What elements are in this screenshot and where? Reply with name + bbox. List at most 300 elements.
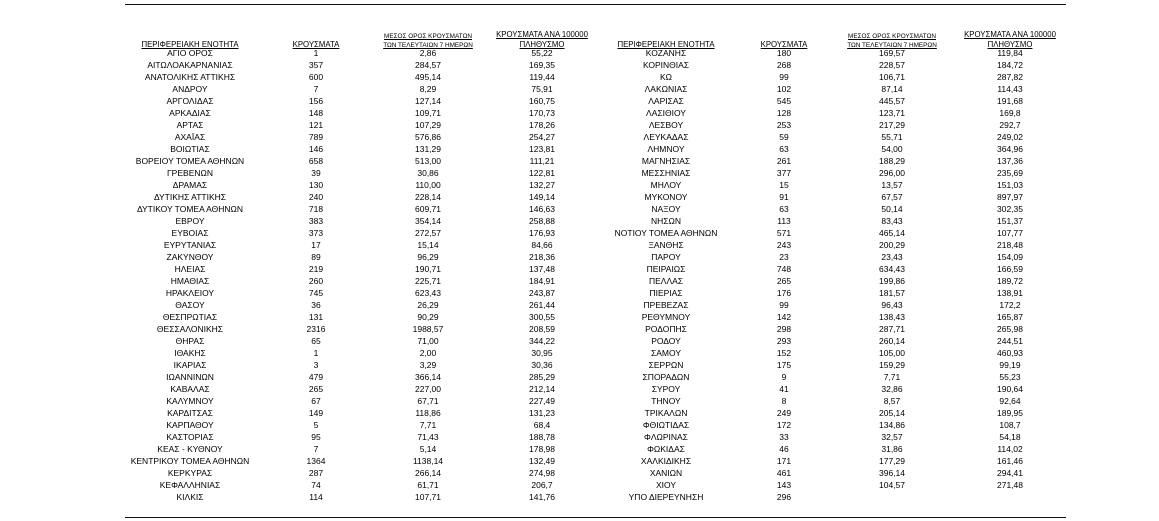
region-name: ΘΗΡΑΣ xyxy=(175,336,205,346)
cases-value: 718 xyxy=(308,204,324,214)
cases-value: 33 xyxy=(779,432,789,442)
region-name: ΠΕΛΛΑΣ xyxy=(648,276,684,286)
per-100k-value: 249,02 xyxy=(997,132,1023,142)
left-header-cases: ΚΡΟΥΣΜΑΤΑ xyxy=(292,40,340,49)
per-100k-value: 169,8 xyxy=(999,108,1021,118)
cases-value: 17 xyxy=(311,240,321,250)
cases-value: 113 xyxy=(777,216,791,226)
table-row xyxy=(0,347,1159,359)
per-100k-value: 189,72 xyxy=(997,276,1023,286)
region-name: ΗΡΑΚΛΕΙΟΥ xyxy=(165,288,215,298)
region-name: ΕΒΡΟΥ xyxy=(175,216,205,226)
avg-7-days-value: 2,00 xyxy=(419,348,437,358)
region-name: ΚΙΛΚΙΣ xyxy=(176,492,204,502)
bottom-border-line xyxy=(125,517,1066,518)
avg-7-days-value: 30,86 xyxy=(417,168,439,178)
avg-7-days-value: 205,14 xyxy=(879,408,905,418)
per-100k-value: 151,03 xyxy=(997,180,1023,190)
cases-value: 142 xyxy=(776,312,792,322)
region-name: ΜΗΛΟΥ xyxy=(650,180,682,190)
region-name: ΛΑΡΙΣΑΣ xyxy=(648,96,684,106)
per-100k-value: 99,19 xyxy=(999,360,1021,370)
left-header-region: ΠΕΡΙΦΕΡΕΙΑΚΗ ΕΝΟΤΗΤΑ xyxy=(141,40,239,49)
cases-value: 171 xyxy=(776,456,792,466)
cases-value: 2316 xyxy=(306,324,326,334)
cases-value: 130 xyxy=(308,180,324,190)
per-100k-value: 141,76 xyxy=(529,492,555,502)
cases-value: 149 xyxy=(308,408,324,418)
per-100k-value: 294,41 xyxy=(997,468,1023,478)
cases-value: 143 xyxy=(776,480,792,490)
per-100k-value: 119,44 xyxy=(529,72,555,82)
region-name: ΜΥΚΟΝΟΥ xyxy=(644,192,688,202)
region-name: ΚΑΣΤΟΡΙΑΣ xyxy=(166,432,214,442)
table-row xyxy=(0,275,1159,287)
per-100k-value: 111,21 xyxy=(529,156,555,166)
region-name: ΡΟΔΟΠΗΣ xyxy=(645,324,687,334)
table-row xyxy=(0,467,1159,479)
avg-7-days-value: 15,14 xyxy=(417,240,439,250)
per-100k-value: 160,75 xyxy=(529,96,555,106)
region-name: ΦΘΙΩΤΙΔΑΣ xyxy=(642,420,690,430)
cases-value: 5 xyxy=(313,420,319,430)
per-100k-value: 108,7 xyxy=(999,420,1021,430)
per-100k-value: 178,26 xyxy=(529,120,555,130)
table-row xyxy=(0,371,1159,383)
per-100k-value: 170,73 xyxy=(529,108,555,118)
avg-7-days-value: 159,29 xyxy=(879,360,905,370)
per-100k-value: 172,2 xyxy=(999,300,1021,310)
per-100k-value: 151,37 xyxy=(997,216,1023,226)
region-name: ΘΑΣΟΥ xyxy=(175,300,205,310)
region-name: ΝΗΣΩΝ xyxy=(650,216,682,226)
cases-value: 156 xyxy=(308,96,324,106)
cases-value: 1 xyxy=(313,48,319,58)
region-name: ΛΕΣΒΟΥ xyxy=(648,120,684,130)
per-100k-value: 178,98 xyxy=(529,444,555,454)
avg-7-days-value: 26,29 xyxy=(417,300,439,310)
cases-value: 46 xyxy=(779,444,789,454)
avg-7-days-value: 110,00 xyxy=(415,180,441,190)
per-100k-value: 169,35 xyxy=(529,60,555,70)
table-row xyxy=(0,359,1159,371)
right-table-body xyxy=(0,47,1159,503)
per-100k-value: 218,36 xyxy=(529,252,555,262)
region-name: ΠΙΕΡΙΑΣ xyxy=(649,288,683,298)
per-100k-value: 206,7 xyxy=(531,480,553,490)
cases-value: 41 xyxy=(779,384,789,394)
avg-7-days-value: 3,29 xyxy=(419,360,437,370)
region-name: ΔΥΤΙΚΗΣ ΑΤΤΙΚΗΣ xyxy=(153,192,227,202)
table-row xyxy=(0,215,1159,227)
avg-7-days-value: 8,29 xyxy=(419,84,437,94)
cases-value: 146 xyxy=(308,144,324,154)
per-100k-value: 166,59 xyxy=(997,264,1023,274)
avg-7-days-value: 266,14 xyxy=(415,468,441,478)
cases-value: 128 xyxy=(776,108,792,118)
per-100k-value: 75,91 xyxy=(531,84,553,94)
avg-7-days-value: 272,57 xyxy=(415,228,441,238)
avg-7-days-value: 513,00 xyxy=(415,156,441,166)
avg-7-days-value: 32,57 xyxy=(881,432,903,442)
region-name: ΝΑΞΟΥ xyxy=(651,204,681,214)
table-row xyxy=(0,323,1159,335)
region-name: ΜΑΓΝΗΣΙΑΣ xyxy=(641,156,691,166)
cases-value: 1364 xyxy=(306,456,326,466)
per-100k-value: 122,81 xyxy=(529,168,555,178)
region-name: ΚΕΑΣ - ΚΥΘΝΟΥ xyxy=(157,444,223,454)
region-name: ΒΟΙΩΤΙΑΣ xyxy=(170,144,210,154)
per-100k-value: 176,93 xyxy=(529,228,555,238)
per-100k-value: 68,4 xyxy=(533,420,551,430)
avg-7-days-value: 123,71 xyxy=(879,108,905,118)
avg-7-days-value: 118,86 xyxy=(415,408,441,418)
cases-value: 296 xyxy=(776,492,792,502)
per-100k-value: 138,91 xyxy=(997,288,1023,298)
table-row xyxy=(0,47,1159,59)
avg-7-days-value: 200,29 xyxy=(879,240,905,250)
cases-value: 175 xyxy=(776,360,792,370)
avg-7-days-value: 107,29 xyxy=(415,120,441,130)
per-100k-value: 137,48 xyxy=(529,264,555,274)
avg-7-days-value: 83,43 xyxy=(881,216,903,226)
right-header-avg-7-days: ΜΕΣΟΣ ΟΡΟΣ ΚΡΟΥΣΜΑΤΩΝ ΤΩΝ ΤΕΛΕΥΤΑΙΩΝ 7 ΗΜΕΡΩΝ xyxy=(847,33,937,49)
region-name: ΑΡΓΟΛΙΔΑΣ xyxy=(166,96,214,106)
table-row xyxy=(0,179,1159,191)
cases-value: 9 xyxy=(781,372,787,382)
table-row xyxy=(0,299,1159,311)
region-name: ΔΥΤΙΚΟΥ ΤΟΜΕΑ ΑΘΗΝΩΝ xyxy=(136,204,244,214)
per-100k-value: 235,69 xyxy=(997,168,1023,178)
per-100k-value: 212,14 xyxy=(529,384,555,394)
cases-value: 268 xyxy=(776,60,792,70)
cases-value: 658 xyxy=(308,156,324,166)
per-100k-value: 84,66 xyxy=(531,240,553,250)
region-name: ΑΧΑΪΑΣ xyxy=(174,132,206,142)
avg-7-days-value: 188,29 xyxy=(879,156,905,166)
region-name: ΓΡΕΒΕΝΩΝ xyxy=(167,168,213,178)
per-100k-value: 227,49 xyxy=(529,396,555,406)
avg-7-days-value: 217,29 xyxy=(879,120,905,130)
avg-7-days-value: 13,57 xyxy=(881,180,903,190)
avg-7-days-value: 228,14 xyxy=(415,192,441,202)
avg-7-days-value: 96,29 xyxy=(417,252,439,262)
cases-value: 253 xyxy=(776,120,792,130)
avg-7-days-value: 296,00 xyxy=(879,168,905,178)
region-name: ΕΥΒΟΙΑΣ xyxy=(171,228,209,238)
region-name: ΧΑΛΚΙΔΙΚΗΣ xyxy=(640,456,692,466)
cases-value: 148 xyxy=(308,108,324,118)
cases-value: 59 xyxy=(779,132,789,142)
per-100k-value: 265,98 xyxy=(997,324,1023,334)
per-100k-value: 244,51 xyxy=(997,336,1023,346)
region-name: ΚΑΒΑΛΑΣ xyxy=(170,384,210,394)
region-name: ΣΠΟΡΑΔΩΝ xyxy=(642,372,690,382)
region-name: ΑΓΙΟ ΟΡΟΣ xyxy=(167,48,213,58)
table-row xyxy=(0,131,1159,143)
cases-value: 243 xyxy=(776,240,792,250)
table-row xyxy=(0,431,1159,443)
avg-7-days-value: 134,86 xyxy=(879,420,905,430)
cases-value: 63 xyxy=(779,144,789,154)
region-name: ΧΑΝΙΩΝ xyxy=(649,468,683,478)
region-name: ΣΕΡΡΩΝ xyxy=(648,360,684,370)
avg-7-days-value: 225,71 xyxy=(415,276,441,286)
avg-7-days-value: 1988,57 xyxy=(412,324,444,334)
avg-7-days-value: 190,71 xyxy=(415,264,441,274)
avg-7-days-value: 23,43 xyxy=(881,252,903,262)
region-name: ΑΝΔΡΟΥ xyxy=(172,84,208,94)
table-row xyxy=(0,419,1159,431)
table-row xyxy=(0,407,1159,419)
avg-7-days-value: 1138,14 xyxy=(412,456,444,466)
region-name: ΘΕΣΠΡΩΤΙΑΣ xyxy=(162,312,218,322)
right-header-per-100k: ΚΡΟΥΣΜΑΤΑ ΑΝΑ 100000 ΠΛΗΘΥΣΜΟ xyxy=(964,30,1056,49)
table-row xyxy=(0,443,1159,455)
table-row xyxy=(0,491,1159,503)
per-100k-value: 123,81 xyxy=(529,144,555,154)
avg-7-days-value: 90,29 xyxy=(417,312,439,322)
region-name: ΛΗΜΝΟΥ xyxy=(647,144,685,154)
avg-7-days-value: 55,71 xyxy=(881,132,903,142)
per-100k-value: 254,27 xyxy=(529,132,555,142)
per-100k-value: 897,97 xyxy=(997,192,1023,202)
table-row xyxy=(0,227,1159,239)
table-row xyxy=(0,311,1159,323)
avg-7-days-value: 260,14 xyxy=(879,336,905,346)
cases-value: 265 xyxy=(308,384,324,394)
table-row xyxy=(0,95,1159,107)
region-name: ΚΟΖΑΝΗΣ xyxy=(645,48,687,58)
cases-value: 3 xyxy=(313,360,319,370)
region-name: ΑΡΚΑΔΙΑΣ xyxy=(169,108,211,118)
table-row xyxy=(0,239,1159,251)
region-name: ΧΙΟΥ xyxy=(655,480,677,490)
table-row xyxy=(0,251,1159,263)
cases-value: 219 xyxy=(308,264,324,274)
per-100k-value: 119,84 xyxy=(997,48,1023,58)
per-100k-value: 114,43 xyxy=(997,84,1023,94)
per-100k-value: 188,78 xyxy=(529,432,555,442)
avg-7-days-value: 31,86 xyxy=(881,444,903,454)
region-name: ΗΜΑΘΙΑΣ xyxy=(170,276,210,286)
per-100k-value: 137,36 xyxy=(997,156,1023,166)
table-row xyxy=(0,59,1159,71)
cases-value: 131 xyxy=(308,312,324,322)
per-100k-value: 208,59 xyxy=(529,324,555,334)
avg-7-days-value: 199,86 xyxy=(879,276,905,286)
region-name: ΚΑΡΠΑΘΟΥ xyxy=(166,420,214,430)
table-row xyxy=(0,455,1159,467)
cases-value: 172 xyxy=(776,420,792,430)
avg-7-days-value: 67,57 xyxy=(881,192,903,202)
region-name: ΣΥΡΟΥ xyxy=(651,384,681,394)
cases-value: 36 xyxy=(311,300,321,310)
per-100k-value: 161,46 xyxy=(997,456,1023,466)
region-name: ΝΟΤΙΟΥ ΤΟΜΕΑ ΑΘΗΝΩΝ xyxy=(614,228,718,238)
per-100k-value: 189,95 xyxy=(997,408,1023,418)
cases-value: 8 xyxy=(781,396,787,406)
region-name: ΕΥΡΥΤΑΝΙΑΣ xyxy=(163,240,217,250)
region-name: ΔΡΑΜΑΣ xyxy=(172,180,208,190)
table-row xyxy=(0,203,1159,215)
region-name: ΣΑΜΟΥ xyxy=(650,348,681,358)
avg-7-days-value: 106,71 xyxy=(879,72,905,82)
per-100k-value: 258,88 xyxy=(529,216,555,226)
avg-7-days-value: 576,86 xyxy=(415,132,441,142)
per-100k-value: 300,55 xyxy=(529,312,555,322)
avg-7-days-value: 634,43 xyxy=(879,264,905,274)
per-100k-value: 165,87 xyxy=(997,312,1023,322)
cases-value: 39 xyxy=(311,168,321,178)
avg-7-days-value: 169,57 xyxy=(879,48,905,58)
region-name: ΡΟΔΟΥ xyxy=(651,336,681,346)
right-header-region: ΠΕΡΙΦΕΡΕΙΑΚΗ ΕΝΟΤΗΤΑ xyxy=(617,40,715,49)
per-100k-value: 149,14 xyxy=(529,192,555,202)
avg-7-days-value: 228,57 xyxy=(879,60,905,70)
avg-7-days-value: 284,57 xyxy=(415,60,441,70)
top-border-line xyxy=(125,4,1066,5)
avg-7-days-value: 67,71 xyxy=(417,396,439,406)
per-100k-value: 292,7 xyxy=(999,120,1021,130)
region-name: ΞΑΝΘΗΣ xyxy=(648,240,684,250)
region-name: ΙΘΑΚΗΣ xyxy=(174,348,206,358)
per-100k-value: 184,91 xyxy=(529,276,555,286)
cases-value: 293 xyxy=(776,336,792,346)
region-name: ΚΟΡΙΝΘΙΑΣ xyxy=(642,60,690,70)
avg-7-days-value: 465,14 xyxy=(879,228,905,238)
cases-value: 357 xyxy=(308,60,324,70)
avg-7-days-value: 109,71 xyxy=(415,108,441,118)
avg-7-days-value: 71,43 xyxy=(417,432,439,442)
per-100k-value: 92,64 xyxy=(999,396,1021,406)
region-name: ΘΕΣΣΑΛΟΝΙΚΗΣ xyxy=(156,324,224,334)
per-100k-value: 274,98 xyxy=(529,468,555,478)
avg-7-days-value: 32,86 xyxy=(881,384,903,394)
avg-7-days-value: 54,00 xyxy=(881,144,903,154)
per-100k-value: 271,48 xyxy=(997,480,1023,490)
cases-value: 63 xyxy=(779,204,789,214)
cases-value: 15 xyxy=(779,180,789,190)
avg-7-days-value: 445,57 xyxy=(879,96,905,106)
avg-7-days-value: 107,71 xyxy=(415,492,441,502)
region-name: ΑΝΑΤΟΛΙΚΗΣ ΑΤΤΙΚΗΣ xyxy=(144,72,236,82)
cases-value: 121 xyxy=(308,120,324,130)
per-100k-value: 146,63 xyxy=(529,204,555,214)
cases-value: 748 xyxy=(776,264,792,274)
avg-7-days-value: 127,14 xyxy=(415,96,441,106)
region-name: ΚΕΡΚΥΡΑΣ xyxy=(167,468,213,478)
per-100k-value: 132,49 xyxy=(529,456,555,466)
cases-value: 240 xyxy=(308,192,324,202)
cases-value: 745 xyxy=(308,288,324,298)
region-name: ΖΑΚΥΝΘΟΥ xyxy=(166,252,214,262)
cases-value: 249 xyxy=(776,408,792,418)
table-row xyxy=(0,119,1159,131)
cases-value: 95 xyxy=(311,432,321,442)
left-header-per-100k: ΚΡΟΥΣΜΑΤΑ ΑΝΑ 100000 ΠΛΗΘΥΣΜΟ xyxy=(496,30,588,49)
avg-7-days-value: 7,71 xyxy=(419,420,437,430)
per-100k-value: 261,44 xyxy=(529,300,555,310)
region-name: ΦΩΚΙΔΑΣ xyxy=(647,444,685,454)
cases-value: 99 xyxy=(779,300,789,310)
per-100k-value: 154,09 xyxy=(997,252,1023,262)
avg-7-days-value: 8,57 xyxy=(883,396,901,406)
avg-7-days-value: 181,57 xyxy=(879,288,905,298)
per-100k-value: 54,18 xyxy=(999,432,1021,442)
region-name: ΡΕΘΥΜΝΟΥ xyxy=(641,312,691,322)
avg-7-days-value: 2,86 xyxy=(419,48,437,58)
cases-value: 377 xyxy=(776,168,792,178)
per-100k-value: 55,23 xyxy=(999,372,1021,382)
avg-7-days-value: 287,71 xyxy=(879,324,905,334)
cases-value: 383 xyxy=(308,216,324,226)
table-row xyxy=(0,395,1159,407)
table-row xyxy=(0,167,1159,179)
cases-value: 298 xyxy=(776,324,792,334)
cases-value: 74 xyxy=(311,480,321,490)
table-row xyxy=(0,191,1159,203)
avg-7-days-value: 495,14 xyxy=(415,72,441,82)
region-name: ΠΕΙΡΑΙΩΣ xyxy=(646,264,686,274)
cases-value: 260 xyxy=(308,276,324,286)
avg-7-days-value: 396,14 xyxy=(879,468,905,478)
cases-value: 152 xyxy=(776,348,792,358)
cases-value: 571 xyxy=(776,228,792,238)
avg-7-days-value: 87,14 xyxy=(881,84,903,94)
region-name: ΗΛΕΙΑΣ xyxy=(174,264,206,274)
per-100k-value: 132,27 xyxy=(529,180,555,190)
region-name: ΚΕΦΑΛΛΗΝΙΑΣ xyxy=(159,480,221,490)
avg-7-days-value: 104,57 xyxy=(879,480,905,490)
table-row xyxy=(0,143,1159,155)
table-row xyxy=(0,107,1159,119)
per-100k-value: 243,87 xyxy=(529,288,555,298)
avg-7-days-value: 177,29 xyxy=(879,456,905,466)
region-name: ΛΕΥΚΑΔΑΣ xyxy=(643,132,689,142)
avg-7-days-value: 5,14 xyxy=(419,444,437,454)
avg-7-days-value: 366,14 xyxy=(415,372,441,382)
avg-7-days-value: 227,00 xyxy=(415,384,441,394)
region-name: ΠΡΕΒΕΖΑΣ xyxy=(643,300,689,310)
cases-value: 23 xyxy=(779,252,789,262)
cases-value: 67 xyxy=(311,396,321,406)
region-name: ΚΩ xyxy=(659,72,673,82)
region-name: ΚΑΡΔΙΤΣΑΣ xyxy=(167,408,213,418)
per-100k-value: 190,64 xyxy=(997,384,1023,394)
per-100k-value: 114,02 xyxy=(997,444,1023,454)
per-100k-value: 285,29 xyxy=(529,372,555,382)
cases-value: 176 xyxy=(776,288,792,298)
per-100k-value: 30,36 xyxy=(531,360,553,370)
cases-value: 461 xyxy=(776,468,792,478)
cases-value: 261 xyxy=(776,156,792,166)
per-100k-value: 344,22 xyxy=(529,336,555,346)
avg-7-days-value: 623,43 xyxy=(415,288,441,298)
cases-value: 99 xyxy=(779,72,789,82)
per-100k-value: 460,93 xyxy=(997,348,1023,358)
avg-7-days-value: 96,43 xyxy=(881,300,903,310)
region-name: ΥΠΟ ΔΙΕΡΕΥΝΗΣΗ xyxy=(628,492,704,502)
region-name: ΒΟΡΕΙΟΥ ΤΟΜΕΑ ΑΘΗΝΩΝ xyxy=(135,156,245,166)
region-name: ΛΑΚΩΝΙΑΣ xyxy=(644,84,688,94)
table-row xyxy=(0,155,1159,167)
per-100k-value: 191,68 xyxy=(997,96,1023,106)
table-row xyxy=(0,287,1159,299)
table-row xyxy=(0,83,1159,95)
avg-7-days-value: 61,71 xyxy=(417,480,439,490)
cases-value: 7 xyxy=(313,84,319,94)
